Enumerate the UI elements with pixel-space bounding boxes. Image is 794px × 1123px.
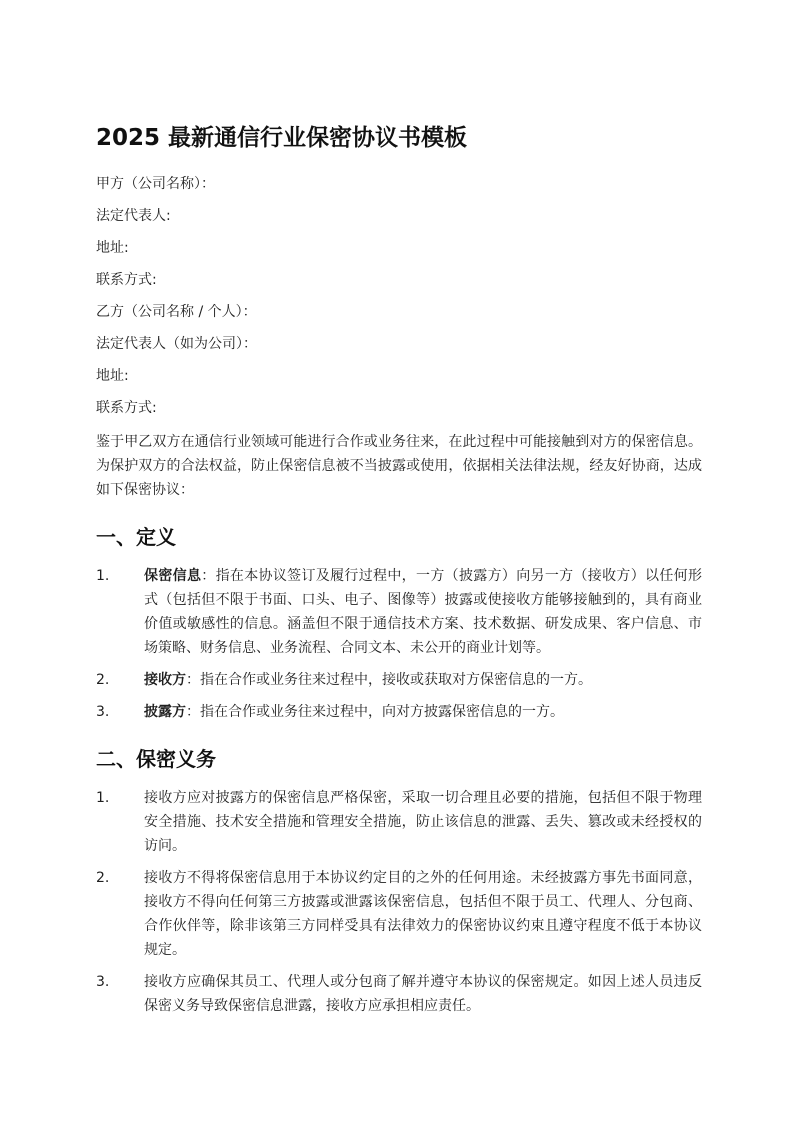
list-number: 1. <box>96 790 110 806</box>
list-item <box>96 866 702 962</box>
definition-text: ：指在合作或业务往来过程中，向对方披露保密信息的一方。 <box>186 704 564 720</box>
obligations-list <box>96 786 702 1018</box>
party-a-contact-line: 联系方式: <box>96 272 157 288</box>
list-number: 2. <box>96 672 110 688</box>
list-number: 3. <box>96 704 110 720</box>
obligation-text: 接收方应确保其员工、代理人或分包商了解并遵守本协议的保密规定。如因上述人员违反保密义务导致保密信息泄露，接收方应承担相应责任。 <box>144 974 702 1014</box>
party-info-block <box>96 168 702 424</box>
defined-term: 保密信息 <box>144 568 202 584</box>
list-item <box>96 970 702 1018</box>
defined-term: 接收方 <box>144 672 186 688</box>
document-page <box>96 118 702 1026</box>
list-item <box>96 668 702 692</box>
intro-paragraph: 鉴于甲乙双方在通信行业领域可能进行合作或业务往来，在此过程中可能接触到对方的保密信息。为保护双方的合法权益，防止保密信息被不当披露或使用，依据相关法律法规，经友好协商，达成如下保密协议： <box>96 434 702 498</box>
list-item <box>96 564 702 660</box>
list-number: 3. <box>96 974 110 990</box>
section-heading-confidentiality-obligations: 二、保密义务 <box>96 747 216 771</box>
list-item <box>96 700 702 724</box>
list-item <box>96 786 702 858</box>
obligation-text: 接收方不得将保密信息用于本协议约定目的之外的任何用途。未经披露方事先书面同意，接收方不得向任何第三方披露或泄露该保密信息，包括但不限于员工、代理人、分包商、合作伙伴等，除非该第三方同样受具有法律效力的保密协议约束且遵守程度不低于本协议规定。 <box>144 870 702 958</box>
defined-term: 披露方 <box>144 704 186 720</box>
party-a-name-line: 甲方（公司名称）： <box>96 176 215 192</box>
list-number: 2. <box>96 870 110 886</box>
obligation-text: 接收方应对披露方的保密信息严格保密，采取一切合理且必要的措施，包括但不限于物理安全措施、技术安全措施和管理安全措施，防止该信息的泄露、丢失、篡改或未经授权的访问。 <box>144 790 702 854</box>
definition-text: ：指在合作或业务往来过程中，接收或获取对方保密信息的一方。 <box>186 672 592 688</box>
list-number: 1. <box>96 568 110 584</box>
definitions-list <box>96 564 702 724</box>
party-a-representative-line: 法定代表人: <box>96 208 171 224</box>
document-title: 2025 最新通信行业保密协议书模板 <box>96 125 468 151</box>
party-b-address-line: 地址: <box>96 368 129 384</box>
party-b-representative-line: 法定代表人（如为公司）： <box>96 336 257 352</box>
party-b-contact-line: 联系方式: <box>96 400 157 416</box>
definition-text: ：指在本协议签订及履行过程中，一方（披露方）向另一方（接收方）以任何形式（包括但不限于书面、口头、电子、图像等）披露或使接收方能够接触到的，具有商业价值或敏感性的信息。涵盖但不限于通信技术方案、技术数据、研发成果、客户信息、市场策略、财务信息、业务流程、合同文本、未公开的商业计划等。 <box>144 568 703 656</box>
section-heading-definitions: 一、定义 <box>96 525 176 549</box>
party-b-name-line: 乙方（公司名称 / 个人）： <box>96 304 257 320</box>
party-a-address-line: 地址: <box>96 240 129 256</box>
